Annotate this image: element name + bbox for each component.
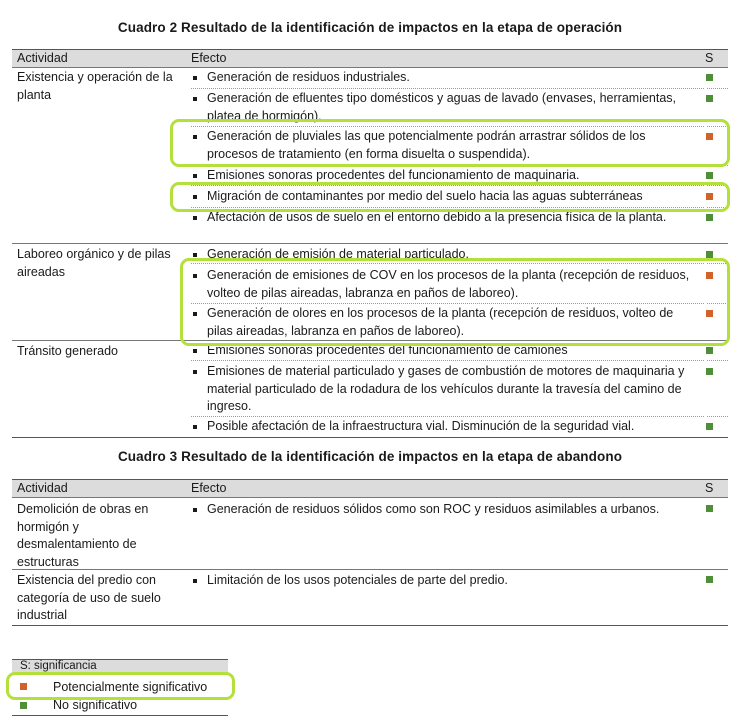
effect-item: Afectación de usos de suelo en el entorno debido a la presencia física de la planta. <box>191 209 696 227</box>
effect-item: Generación de efluentes tipo domésticos y aguas de lavado (envases, herramientas, platea de hormigón). <box>191 90 696 125</box>
significance-marker <box>706 347 713 354</box>
activity-label: Existencia del predio con categoría de uso de suelo industrial <box>17 573 161 622</box>
effect-item: Generación de olores en los procesos de la planta (recepción de residuos, volteo de pilas aireadas, labranza en paños de laboreo). <box>191 305 696 340</box>
significance-marker <box>706 576 713 583</box>
significance-marker <box>706 214 713 221</box>
effect-item: Generación de emisión de material particulado. <box>191 246 696 264</box>
activity-label: Laboreo orgánico y de pilas aireadas <box>17 247 171 279</box>
effect-item: Emisiones de material particulado y gases de combustión de motores de maquinaria y material particulado de la rodadura de los vehículos durante la travesía del camino de ingreso. <box>191 363 696 416</box>
effect-item: Posible afectación de la infraestructura vial. Disminución de la seguridad vial. <box>191 418 696 436</box>
effect-item: Emisiones sonoras procedentes del funcionamiento de maquinaria. <box>191 167 696 185</box>
header-s: S <box>705 51 714 65</box>
effect-item: Emisiones sonoras procedentes del funcionamiento de camiones <box>191 342 696 360</box>
legend-marker <box>20 702 27 709</box>
significance-marker <box>706 423 713 430</box>
highlight-box <box>170 182 730 212</box>
activity-label: Tránsito generado <box>17 344 118 358</box>
highlight-box <box>170 119 730 167</box>
significance-marker <box>706 172 713 179</box>
significance-marker <box>706 368 713 375</box>
table3-title: Cuadro 3 Resultado de la identificación de impactos en la etapa de abandono <box>117 449 623 464</box>
significance-marker <box>706 505 713 512</box>
header-efecto: Efecto <box>191 481 227 495</box>
significance-marker <box>706 95 713 102</box>
table2-header <box>12 49 728 68</box>
header-actividad: Actividad <box>17 51 68 65</box>
legend-item-label: No significativo <box>53 698 138 712</box>
effect-item: Limitación de los usos potenciales de parte del predio. <box>191 572 696 590</box>
legend-item-label: Potencialmente significativo <box>53 680 208 694</box>
header-s: S <box>705 481 714 495</box>
header-efecto: Efecto <box>191 51 227 65</box>
significance-marker <box>706 74 713 81</box>
activity-label: Demolición de obras en hormigón y desmalentamiento de estructuras <box>17 502 149 569</box>
header-actividad: Actividad <box>17 481 68 495</box>
effect-item: Generación de emisiones de COV en los procesos de la planta (recepción de residuos, volteo de pilas aireadas, labranza en paños de laboreo). <box>191 267 696 302</box>
table2-title: Cuadro 2 Resultado de la identificación de impactos en la etapa de operación <box>117 20 623 35</box>
highlight-box <box>180 258 730 346</box>
legend-title: S: significancia <box>20 660 97 672</box>
effect-item: Generación de pluviales las que potencialmente podrán arrastrar sólidos de los procesos de tratamiento (en forma disuelta o suspendida). <box>191 128 696 163</box>
effect-item: Migración de contaminantes por medio del suelo hacia las aguas subterráneas <box>191 188 696 206</box>
effect-item: Generación de residuos sólidos como son ROC y residuos asimilables a urbanos. <box>191 501 696 519</box>
significance-marker <box>706 251 713 258</box>
table3-header <box>12 479 728 498</box>
highlight-box <box>6 672 235 700</box>
effect-item: Generación de residuos industriales. <box>191 69 696 87</box>
activity-label: Existencia y operación de la planta <box>17 70 173 102</box>
